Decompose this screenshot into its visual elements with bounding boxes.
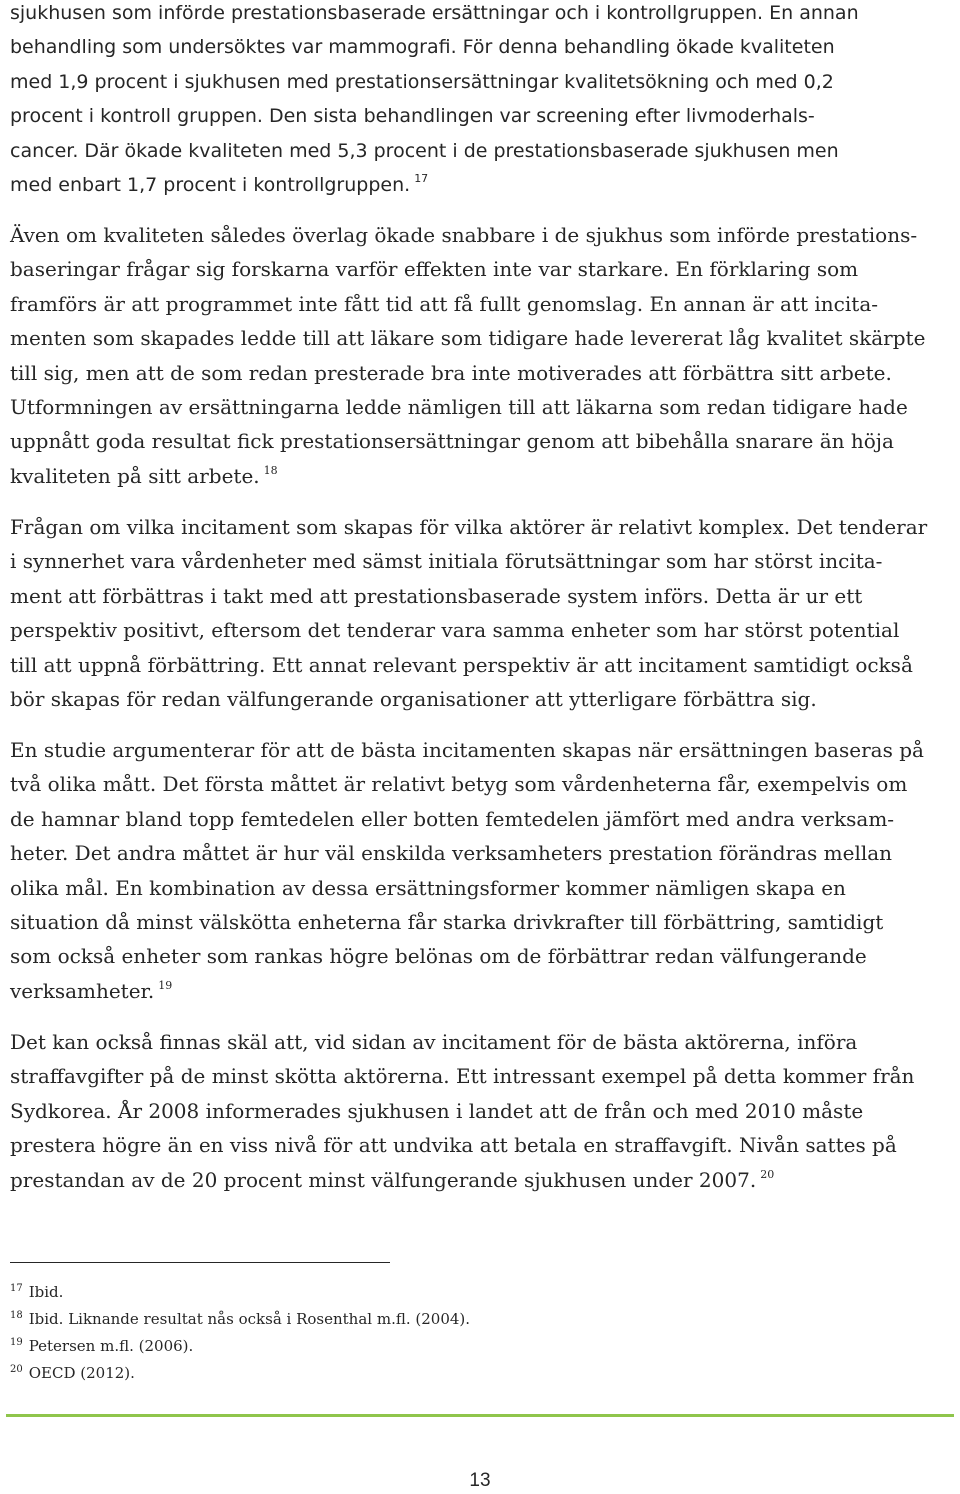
text-line: sjukhusen som införde prestationsbaserade ersättningar och i kontrollgruppen. En annan bbox=[10, 2, 859, 24]
text-line: Det kan också finnas skäl att, vid sidan av incitament för de bästa aktörerna, införa bbox=[10, 1030, 858, 1054]
paragraph-study bbox=[10, 733, 950, 1012]
footnote-ref: 18 bbox=[263, 463, 278, 477]
footnote-number: 20 bbox=[10, 1364, 23, 1375]
text-line bbox=[10, 1163, 950, 1201]
text-line: menten som skapades ledde till att läkare som tidigare hade levererat låg kvalitet skärpte bbox=[10, 326, 926, 351]
page-number: 13 bbox=[469, 1470, 491, 1491]
text-line: heter. Det andra måttet är hur väl enskilda verksamheters prestation förändras mellan bbox=[10, 841, 893, 866]
text-line-content: prestandan av de 20 procent minst välfungerande sjukhusen under 2007. bbox=[10, 1167, 757, 1192]
paragraph-quality-explanation bbox=[10, 218, 950, 497]
text-line: Sydkorea. År 2008 informerades sjukhusen i landet att de från och med 2010 måste bbox=[10, 1098, 864, 1123]
text-line: bör skapas för redan välfungerande organisationer att ytterligare förbättra sig. bbox=[10, 687, 817, 712]
text-line: Utformningen av ersättningarna ledde nämligen till att läkarna som redan tidigare hade bbox=[10, 395, 908, 420]
paragraph-penalties bbox=[10, 1025, 950, 1201]
footnote-number: 19 bbox=[10, 1337, 23, 1348]
text-line: till att uppnå förbättring. Ett annat relevant perspektiv är att incitament samtidigt också bbox=[10, 652, 913, 677]
footnote-item bbox=[10, 1334, 610, 1361]
text-line bbox=[10, 168, 950, 205]
footnote-ref: 20 bbox=[760, 1167, 775, 1181]
text-line: uppnått goda resultat fick prestationsersättningar genom att bibehålla snarare än höja bbox=[10, 429, 894, 454]
text-line: perspektiv positivt, eftersom det tenderar vara samma enheter som har störst potential bbox=[10, 618, 900, 643]
text-line: olika mål. En kombination av dessa ersättningsformer kommer nämligen skapa en bbox=[10, 875, 846, 900]
paragraph-incentives bbox=[10, 510, 950, 716]
footnote-item bbox=[10, 1361, 610, 1388]
text-line: i synnerhet vara vårdenheter med sämst initiala förutsättningar som har störst incita- bbox=[10, 549, 883, 574]
text-line: straffavgifter på de minst skötta aktörerna. Ett intressant exempel på detta kommer från bbox=[10, 1064, 915, 1089]
text-line: som också enheter som rankas högre belönas om de förbättrar redan välfungerande bbox=[10, 944, 867, 969]
footnote-number: 18 bbox=[10, 1310, 23, 1321]
text-line: två olika mått. Det första måttet är relativt betyg som vårdenheterna får, exempelvis om bbox=[10, 772, 908, 797]
footnote-ref: 19 bbox=[158, 978, 173, 992]
text-line: Frågan om vilka incitament som skapas för vilka aktörer är relativt komplex. Det tenderar bbox=[10, 515, 928, 539]
text-line: framförs är att programmet inte fått tid att få fullt genomslag. En annan är att incita- bbox=[10, 291, 878, 316]
text-line-content: med enbart 1,7 procent i kontrollgruppen. bbox=[10, 174, 411, 197]
text-line bbox=[10, 974, 950, 1012]
footnotes bbox=[10, 1280, 610, 1388]
footnote-text: Petersen m.fl. (2006). bbox=[28, 1337, 194, 1355]
text-line: cancer. Där ökade kvaliteten med 5,3 procent i de prestationsbaserade sjukhusen men bbox=[10, 140, 839, 162]
text-line: baseringar frågar sig forskarna varför effekten inte var starkare. En förklaring som bbox=[10, 257, 859, 282]
footnote-item bbox=[10, 1280, 610, 1307]
paragraph-cancer-results bbox=[10, 134, 950, 206]
text-line: behandling som undersöktes var mammografi. För denna behandling ökade kvaliteten bbox=[10, 36, 835, 59]
text-line: till sig, men att de som redan presterade bra inte motiverades att förbättra sitt arbete. bbox=[10, 360, 892, 385]
footnote-text: Ibid. Liknande resultat nås också i Rosenthal m.fl. (2004). bbox=[28, 1310, 471, 1328]
paragraph-intro bbox=[10, 0, 950, 134]
footer-accent-rule bbox=[6, 1414, 954, 1417]
text-line bbox=[10, 459, 950, 497]
text-line: situation då minst välskötta enheterna får starka drivkrafter till förbättring, samtidigt bbox=[10, 910, 884, 935]
text-line: En studie argumenterar för att de bästa incitamenten skapas när ersättningen baseras på bbox=[10, 738, 924, 762]
footnote-number: 17 bbox=[10, 1283, 23, 1294]
text-line-content: kvaliteten på sitt arbete. bbox=[10, 463, 260, 488]
footnote-text: Ibid. bbox=[28, 1283, 64, 1301]
text-line: ment att förbättras i takt med att prestationsbaserade system införs. Detta är ur ett bbox=[10, 583, 863, 608]
footnote-separator bbox=[10, 1262, 390, 1263]
text-line: prestera högre än en viss nivå för att undvika att betala en straffavgift. Nivån sattes på bbox=[10, 1133, 897, 1158]
text-line: de hamnar bland topp femtedelen eller botten femtedelen jämfört med andra verksam- bbox=[10, 806, 895, 831]
footnote-ref: 17 bbox=[414, 172, 429, 186]
text-line: Även om kvaliteten således överlag ökade snabbare i de sjukhus som införde prestations- bbox=[10, 223, 918, 247]
text-line: med 1,9 procent i sjukhusen med prestationsersättningar kvalitetsökning och med 0,2 bbox=[10, 70, 834, 93]
text-line-content: verksamheter. bbox=[10, 978, 155, 1003]
footnote-item bbox=[10, 1307, 610, 1334]
text-line: procent i kontroll gruppen. Den sista behandlingen var screening efter livmoderhals- bbox=[10, 105, 815, 128]
footnote-text: OECD (2012). bbox=[28, 1364, 135, 1382]
